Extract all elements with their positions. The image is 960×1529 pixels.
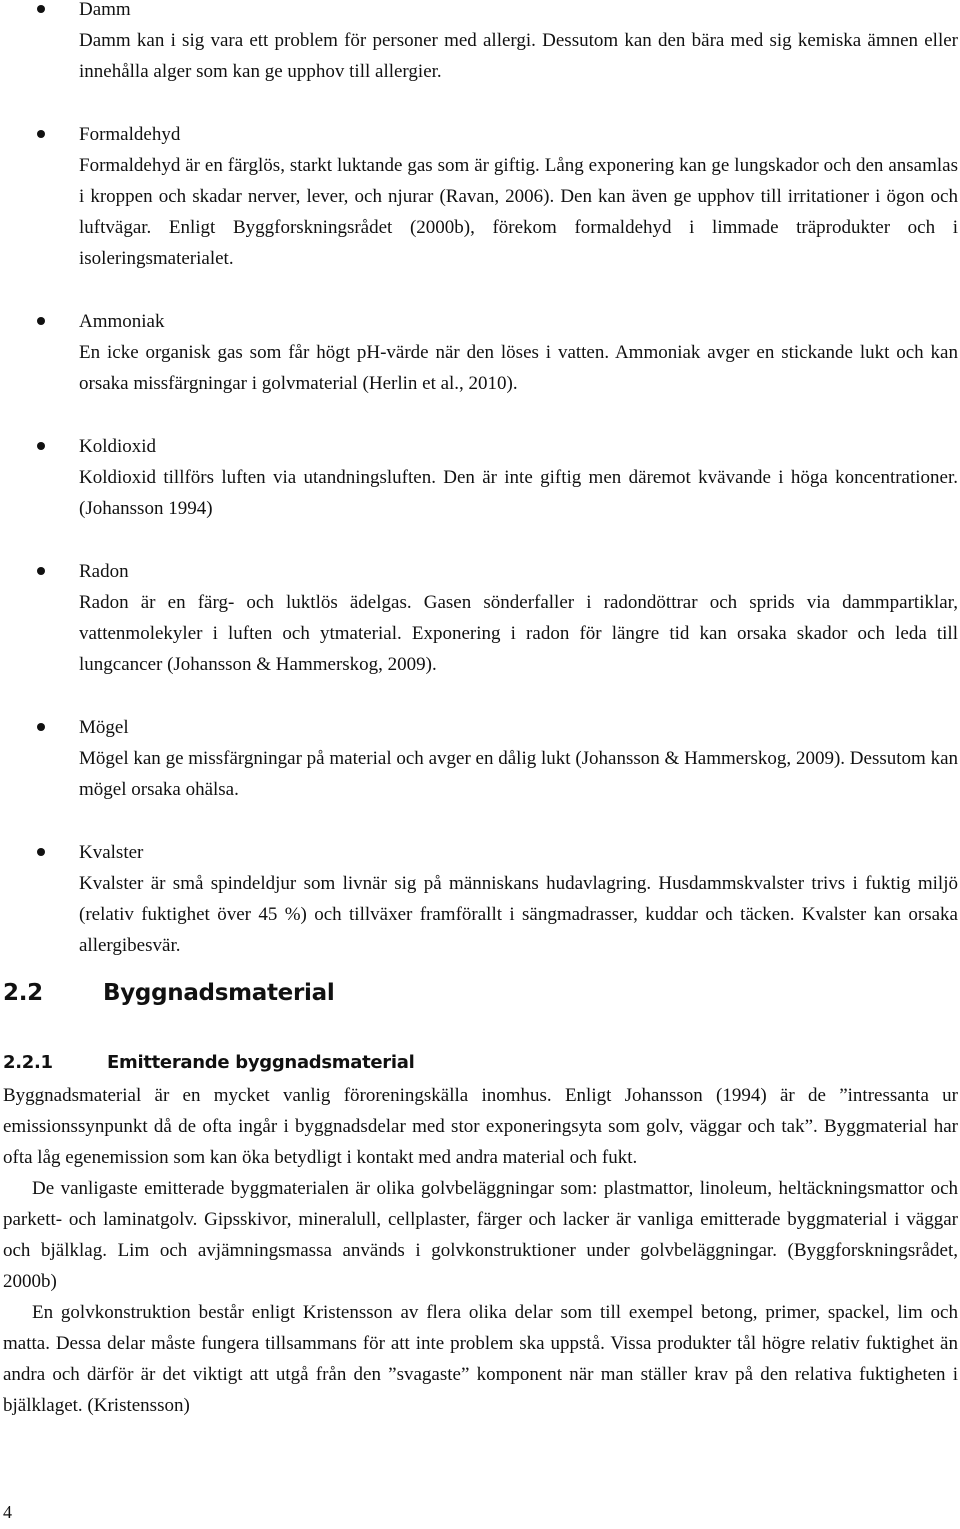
bullet-title: Formaldehyd [79, 124, 181, 145]
page-number: 4 [3, 1502, 12, 1522]
body-text [3, 1080, 958, 1421]
bullet-icon [37, 5, 45, 13]
paragraph: En golvkonstruktion består enligt Kristensson av flera olika delar som till exempel betong, primer, spackel, lim och matta. Dessa delar måste fungera tillsammans för att inte problem ska uppstå. Vissa produkter tål högre relativ fuktighet än andra och därför är det viktigt att utgå från den ”svagaste” komponent när man ställer krav på den relativa fuktigheten i bjälklaget. (Kristensson) [3, 1302, 958, 1416]
bullet-text: Damm kan i sig vara ett problem för personer med allergi. Dessutom kan den bära med sig kemiska ämnen eller innehålla alger som kan ge upphov till allergier. [79, 30, 958, 82]
bullet-item-damm [0, 0, 960, 87]
bullet-title: Ammoniak [79, 311, 165, 332]
bullet-text: Kvalster är små spindeldjur som livnär sig på människans hudavlagring. Husdammskvalster trivs i fuktig miljö (relativ fuktighet över 45 %) och tillväxer framförallt i sängmadrasser, kuddar och täcken. Kvalster kan orsaka allergibesvär. [79, 873, 958, 956]
section-title: Byggnadsmaterial [103, 980, 335, 1006]
paragraph: De vanligaste emitterade byggmaterialen är olika golvbeläggningar som: plastmattor, linoleum, heltäckningsmattor och parkett- och laminatgolv. Gipsskivor, mineralull, cellplaster, färger och lacker är vanliga emitterade byggmaterial i väggar och bjälklag. Lim och avjämningsmassa används i golvkonstruktioner under golvbeläggningar. (Byggforskningsrådet, 2000b) [3, 1178, 958, 1292]
subsection-title: Emitterande byggnadsmaterial [107, 1052, 415, 1073]
bullet-icon [37, 723, 45, 731]
bullet-title: Kvalster [79, 842, 144, 863]
bullet-item-kvalster [0, 837, 960, 961]
bullet-title: Radon [79, 561, 129, 582]
bullet-item-mogel [0, 712, 960, 805]
bullet-item-koldioxid [0, 431, 960, 524]
bullet-icon [37, 567, 45, 575]
bullet-text: Koldioxid tillförs luften via utandningsluften. Den är inte giftig men däremot kvävande i höga koncentrationer. (Johansson 1994) [79, 467, 958, 519]
subsection-number: 2.2.1 [3, 1052, 53, 1073]
bullet-icon [37, 848, 45, 856]
bullet-text: Mögel kan ge missfärgningar på material och avger en dålig lukt (Johansson & Hammerskog, 2009). Dessutom kan mögel orsaka ohälsa. [79, 748, 958, 800]
bullet-text: Radon är en färg- och luktlös ädelgas. Gasen sönderfaller i radondöttrar och sprids via dammpartiklar, vattenmolekyler i luften och ytmaterial. Exponering i radon för längre tid kan orsaka skador och leda till lungcancer (Johansson & Hammerskog, 2009). [79, 592, 958, 675]
bullet-item-radon [0, 556, 960, 680]
bullet-title: Koldioxid [79, 436, 157, 457]
bullet-item-formaldehyd [0, 119, 960, 274]
bullet-title: Damm [79, 0, 131, 20]
bullet-icon [37, 442, 45, 450]
bullet-icon [37, 130, 45, 138]
paragraph: Byggnadsmaterial är en mycket vanlig föroreningskälla inomhus. Enligt Johansson (1994) är de ”intressanta ur emissionssynpunkt då de ofta ingår i byggnadsdelar med stor exponeringsyta som golv, väggar och tak”. Byggmaterial har ofta låg egenemission som kan öka betydligt i kontakt med andra material och fukt. [3, 1085, 958, 1168]
section-number: 2.2 [3, 980, 43, 1006]
bullet-icon [37, 317, 45, 325]
bullet-title: Mögel [79, 717, 129, 738]
bullet-text: Formaldehyd är en färglös, starkt luktande gas som är giftig. Lång exponering kan ge lungskador och den ansamlas i kroppen och skadar nerver, lever, och njurar (Ravan, 2006). Den kan även ge upphov till irritationer i ögon och luftvägar. Enligt Byggforskningsrådet (2000b), förekom formaldehyd i limmade träprodukter och i isoleringsmaterialet. [79, 155, 958, 269]
section-heading [3, 980, 334, 1006]
bullet-text: En icke organisk gas som får högt pH-värde när den löses i vatten. Ammoniak avger en stickande lukt och kan orsaka missfärgningar i golvmaterial (Herlin et al., 2010). [79, 342, 958, 394]
subsection-heading [3, 1052, 414, 1073]
bullet-item-ammoniak [0, 306, 960, 399]
